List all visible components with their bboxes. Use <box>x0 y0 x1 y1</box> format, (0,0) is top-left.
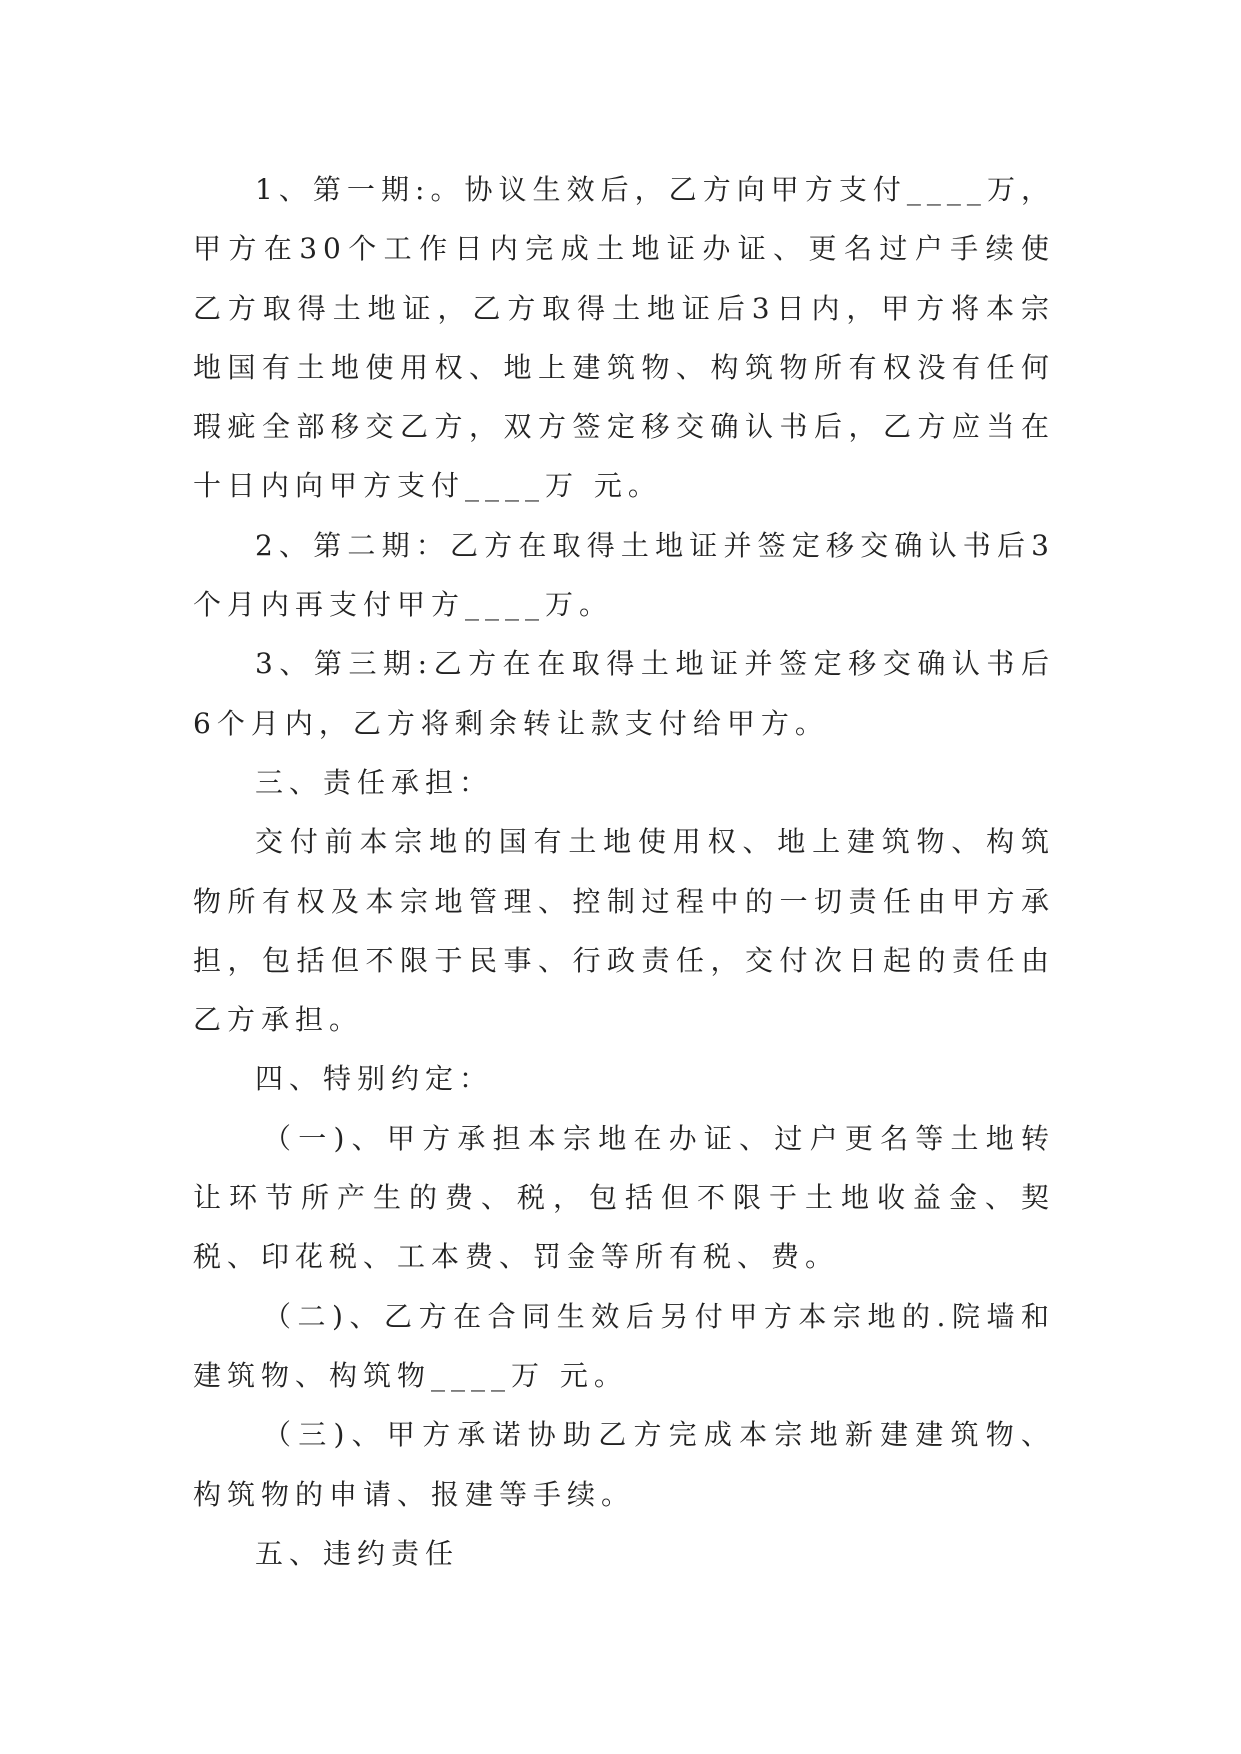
paragraph-first-installment: 1、第一期:。协议生效后，乙方向甲方支付____万，甲方在30个工作日内完成土地证办证、更名过户手续使乙方取得土地证，乙方取得土地证后3日内，甲方将本宗地国有土地使用权、地上建筑物、构筑物所有权没有任何瑕疵全部移交乙方，双方签定移交确认书后，乙方应当在十日内向甲方支付____万 元。 <box>193 173 1055 503</box>
paragraph-liability: 交付前本宗地的国有土地使用权、地上建筑物、构筑物所有权及本宗地管理、控制过程中的一切责任由甲方承担，包括但不限于民事、行政责任，交付次日起的责任由乙方承担。 <box>193 825 1055 1037</box>
paragraph-special-term-2: （二)、乙方在合同生效后另付甲方本宗地的.院墙和建筑物、构筑物____万 元。 <box>193 1299 1055 1392</box>
paragraph-special-term-3: （三)、甲方承诺协助乙方完成本宗地新建建筑物、构筑物的申请、报建等手续。 <box>193 1418 1055 1511</box>
section-heading-breach: 五、违约责任 <box>255 1536 460 1570</box>
section-heading-liability: 三、责任承担： <box>255 765 494 799</box>
section-heading-special-terms: 四、特别约定： <box>255 1062 494 1096</box>
paragraph-second-installment: 2、第二期：乙方在取得土地证并签定移交确认书后3个月内再支付甲方____万。 <box>193 528 1055 622</box>
paragraph-special-term-1: （一)、甲方承担本宗地在办证、过户更名等土地转让环节所产生的费、税，包括但不限于土地收益金、契税、印花税、工本费、罚金等所有税、费。 <box>193 1121 1055 1274</box>
paragraph-third-installment: 3、第三期:乙方在在取得土地证并签定移交确认书后6个月内，乙方将剩余转让款支付给甲方。 <box>193 647 1055 740</box>
document-body <box>193 160 1055 1583</box>
